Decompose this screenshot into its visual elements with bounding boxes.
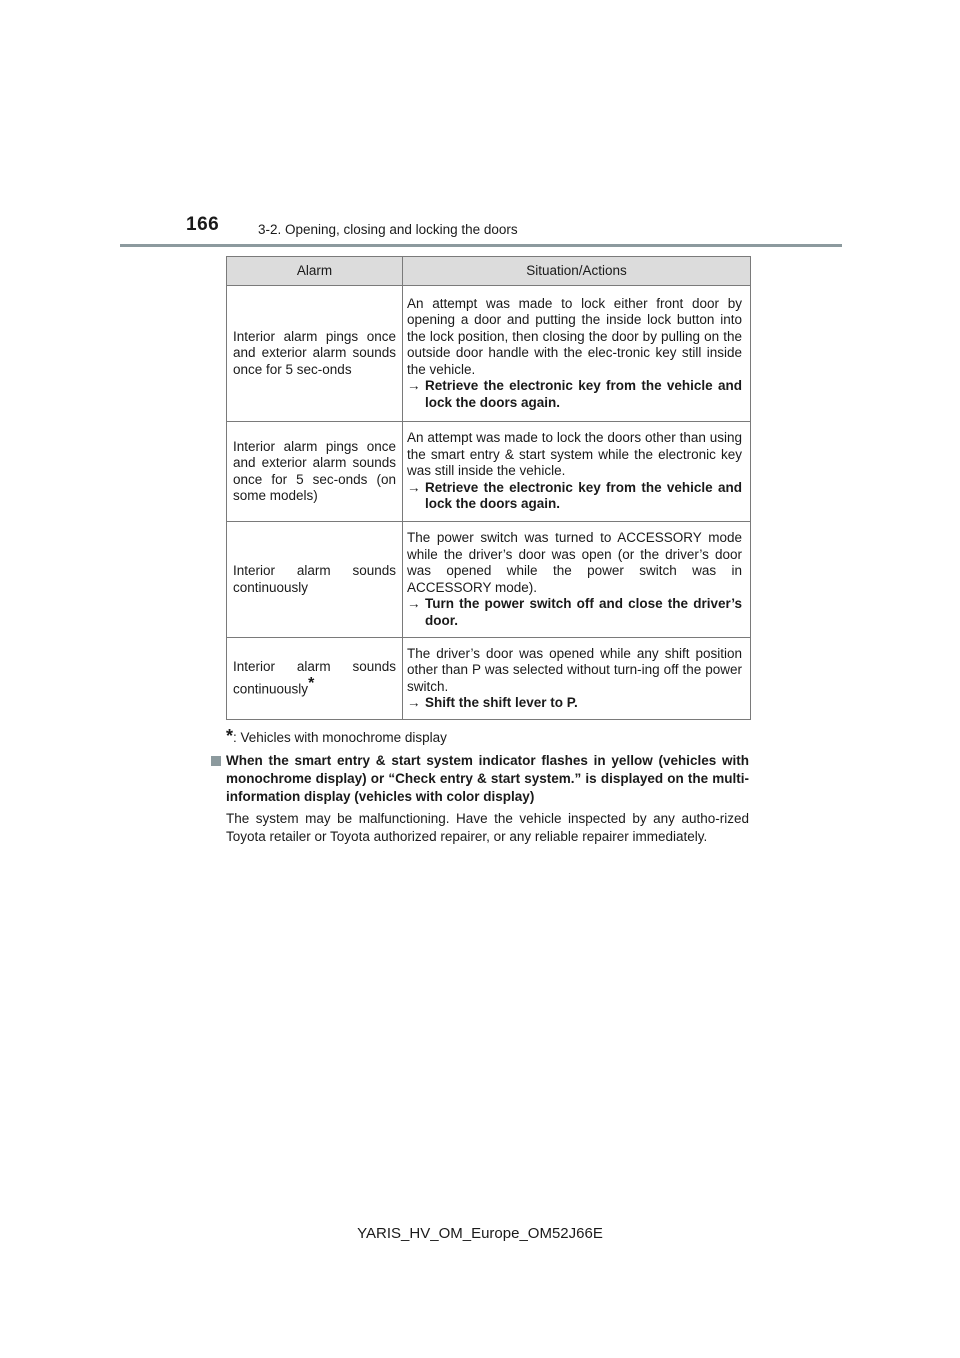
situation-cell [403,638,751,720]
square-bullet-icon [211,756,221,766]
arrow-right-icon: → [407,479,421,495]
alarm-cell: Interior alarm sounds continuously [227,522,403,638]
action-line [407,695,742,712]
action-text: Shift the shift lever to P. [425,695,578,710]
table-row [227,422,751,522]
alarm-cell [227,638,403,720]
footnote [226,726,447,747]
column-header-situation: Situation/Actions [403,257,751,286]
action-line [407,480,742,513]
alarm-table [226,256,751,720]
action-line [407,596,742,629]
note-section [211,752,749,846]
page-number: 166 [186,214,220,235]
situation-cell [403,286,751,422]
situation-text: The power switch was turned to ACCESSORY mode while the driver’s door was open (or the driver’s door was opened while the power switch was in ACCESSORY mode). [407,530,742,595]
arrow-right-icon: → [407,378,421,394]
note-heading [211,752,749,806]
note-heading-text: When the smart entry & start system indicator flashes in yellow (vehicles with monochrome display) or “Check entry & start system.” is displayed on the multi-information display (vehicles with color display) [226,753,749,804]
alarm-cell: Interior alarm pings once and exterior alarm sounds once for 5 sec-onds [227,286,403,422]
arrow-right-icon: → [407,695,421,710]
column-header-alarm: Alarm [227,257,403,286]
header-divider [120,244,842,247]
table-row [227,638,751,720]
section-title: 3-2. Opening, closing and locking the doors [258,222,518,237]
table-row [227,286,751,422]
situation-cell [403,522,751,638]
situation-text: An attempt was made to lock the doors other than using the smart entry & start system while the electronic key was still inside the vehicle. [407,430,742,479]
note-body: The system may be malfunctioning. Have the vehicle inspected by any autho-rized Toyota retailer or Toyota authorized repairer, or any reliable repairer immediately. [226,811,749,844]
action-text: Retrieve the electronic key from the vehicle and lock the doors again. [425,479,742,512]
footnote-marker: * [308,674,315,692]
footnote-text: : Vehicles with monochrome display [233,730,447,745]
situation-cell [403,422,751,522]
table-row [227,522,751,638]
footnote-mark: * [226,726,234,746]
arrow-right-icon: → [407,596,421,611]
situation-text: An attempt was made to lock either front door by opening a door and putting the inside lock button into the lock position, then closing the door by pulling on the outside door handle with the elec-tronic key still inside the vehicle. [407,295,742,377]
action-text: Retrieve the electronic key from the vehicle and lock the doors again. [425,378,742,410]
alarm-text: Interior alarm sounds continuously [233,659,396,697]
action-line [407,378,742,411]
table-header-row [227,257,751,286]
action-text: Turn the power switch off and close the driver’s door. [425,596,742,628]
situation-text: The driver’s door was opened while any shift position other than P was selected without turn-ing off the power switch. [407,645,742,694]
footer-doc-id: YARIS_HV_OM_Europe_OM52J66E [357,1225,603,1242]
alarm-cell: Interior alarm pings once and exterior alarm sounds once for 5 sec-onds (on some models) [227,422,403,522]
